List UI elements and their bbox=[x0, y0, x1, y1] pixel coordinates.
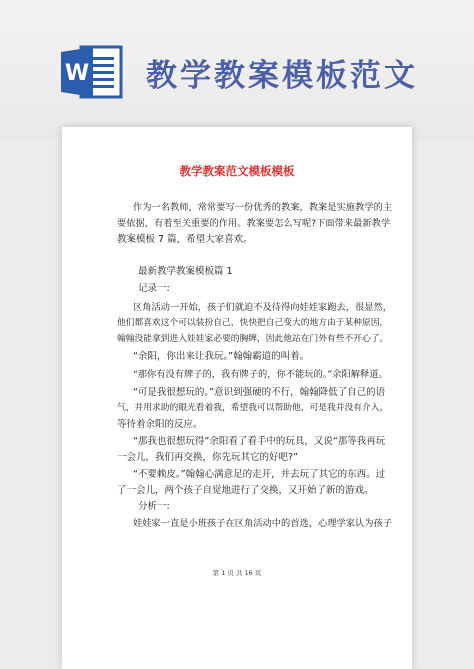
body-line: “不要赖皮。”翰翰心满意足的走开，并去玩了其它的东西。过 bbox=[133, 469, 386, 480]
word-doc-icon bbox=[59, 43, 125, 99]
svg-text:W: W bbox=[64, 61, 90, 86]
body-line: 区角活动一开始，孩子们就迫不及待得向娃娃家跑去，很显然， bbox=[133, 302, 392, 313]
body-line: 了一会儿，两个孩子自觉地进行了交换，又开始了新的游戏。 bbox=[117, 485, 374, 496]
body-line: 娃娃家一直是小班孩子在区角活动中的首选，心理学家认为孩子 bbox=[133, 518, 392, 529]
section-heading: 最新教学教案模板篇 1 bbox=[138, 266, 233, 277]
page-footer: 第 1 页 共 16 页 bbox=[212, 569, 262, 577]
document-title: 教学教案模板范文 bbox=[146, 58, 418, 94]
body-line: 作为一名教师，常常要写一份优秀的教案，教案是实施教学的主 bbox=[133, 202, 392, 213]
body-line: 教案模板 7 篇，希望大家喜欢。 bbox=[117, 234, 253, 245]
body-line: “余阳，你出来让我玩。”翰翰霸道的叫着。 bbox=[133, 351, 310, 362]
body-line: “可是我很想玩的。”意识到强硬的不行，翰翰降低了自己的语 bbox=[133, 387, 386, 398]
body-line: “那你有没有牌子的，我有牌子的，你不能玩的。”余阳解释道。 bbox=[133, 369, 388, 380]
body-line: “那我也很想玩得”余阳看了看手中的玩具，又说“那等我再玩 bbox=[133, 436, 386, 447]
body-line: 分析一: bbox=[138, 501, 170, 512]
body-line: 等待着余阳的反应。 bbox=[117, 419, 203, 430]
body-line: 气，并用求助的眼光看着我，希望我可以帮助他，可是我并没有介入， bbox=[117, 403, 389, 413]
body-line: 一会儿，我们再交换，你先玩其它的好吧?” bbox=[117, 452, 298, 463]
body-line: 要依据，有着至关重要的作用。教案要怎么写呢?下面带来最新教学 bbox=[117, 218, 391, 229]
document-page bbox=[62, 127, 412, 669]
banner bbox=[0, 0, 474, 140]
body-line: 翰翰没能拿到进入娃娃家必要的胸牌，因此他站在门外有些不开心了。 bbox=[117, 334, 389, 344]
body-line: 他们都喜欢这个可以装扮自己，快快把自己变大的地方由于某种原因， bbox=[117, 318, 389, 328]
body-line: 记录一: bbox=[138, 283, 170, 294]
page-title: 教学教案范文模板模板 bbox=[179, 164, 295, 178]
